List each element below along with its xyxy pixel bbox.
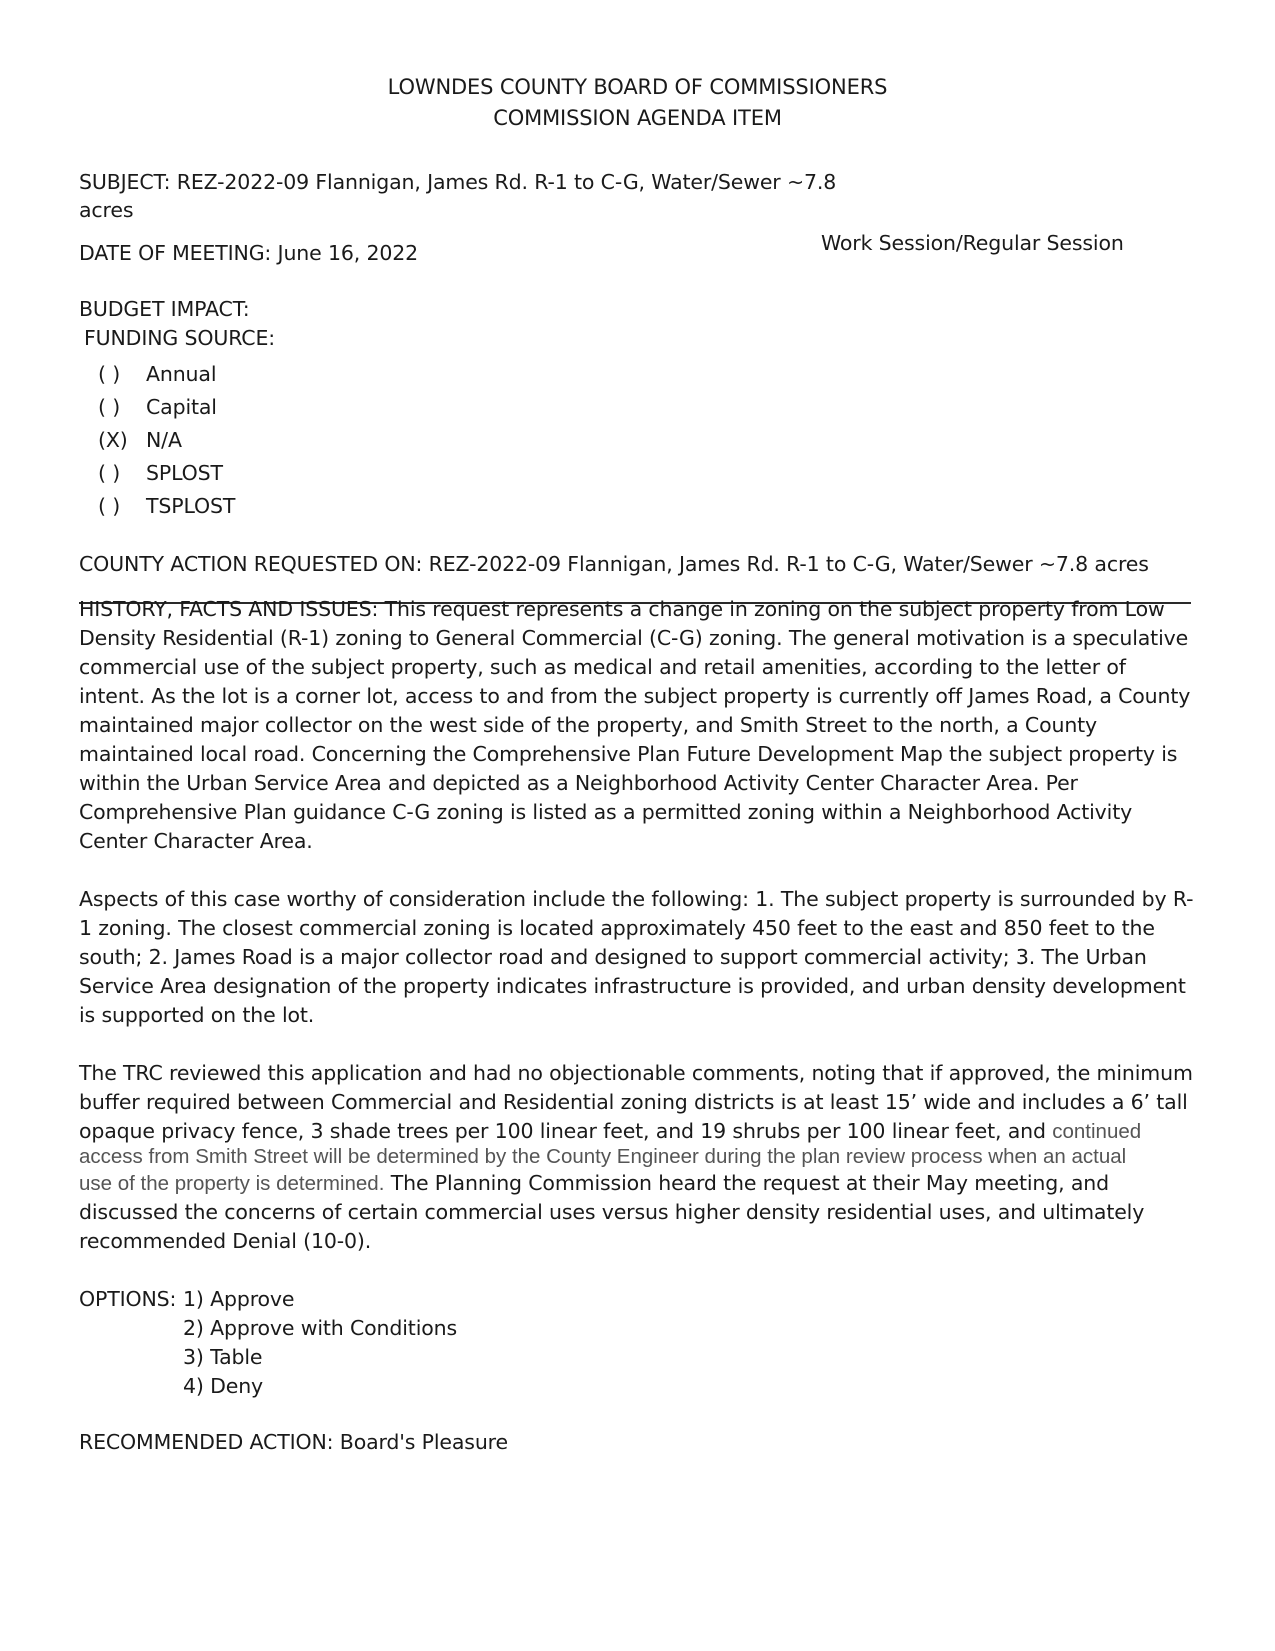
paragraph-line: Density Residential (R-1) zoning to General Commercial (C-G) zoning. The general motivation is a speculative [79,626,1189,650]
paragraph-line: Service Area designation of the property indicates infrastructure is provided, and urban density development [79,974,1186,998]
recommended-action: RECOMMENDED ACTION: Board's Pleasure [79,1430,508,1454]
funding-option-checkbox: ( ) [98,362,121,386]
paragraph-line: within the Urban Service Area and depicted as a Neighborhood Activity Center Character Area. Per [79,771,1078,795]
paragraph-line: buffer required between Commercial and Residential zoning districts is at least 15’ wide and includes a 6’ tall [79,1090,1188,1114]
paragraph-line: discussed the concerns of certain commercial uses versus higher density residential uses, and ultimately [79,1200,1145,1224]
paragraph-line: maintained major collector on the west side of the property, and Smith Street to the north, a County [79,713,1098,737]
header-title: LOWNDES COUNTY BOARD OF COMMISSIONERS [387,75,888,99]
paragraph-text-gray: continued [1052,1120,1142,1143]
funding-option-label: TSPLOST [146,494,236,518]
paragraph-text: opaque privacy fence, 3 shade trees per 100 linear feet, and 19 shrubs per 100 linear feet, and [79,1119,1053,1143]
paragraph-line [79,1171,1109,1196]
funding-option-label: Annual [146,362,217,386]
paragraph-line: Aspects of this case worthy of consideration include the following: 1. The subject property is surrounded by R- [79,887,1194,911]
paragraph-line: The TRC reviewed this application and had no objectionable comments, noting that if approved, the minimum [79,1061,1193,1085]
paragraph-line-gray: access from Smith Street will be determined by the County Engineer during the plan review process when an actual [79,1145,1127,1168]
paragraph-line: maintained local road. Concerning the Comprehensive Plan Future Development Map the subject property is [79,742,1178,766]
funding-option-label: SPLOST [146,461,223,485]
funding-source-label: FUNDING SOURCE: [84,326,275,350]
meeting-date: DATE OF MEETING: June 16, 2022 [79,241,419,265]
paragraph-text-gray: use of the property is determined. [79,1172,385,1195]
county-action-requested: COUNTY ACTION REQUESTED ON: REZ-2022-09 Flannigan, James Rd. R-1 to C-G, Water/Sewer ~7.8 acres [79,552,1149,576]
paragraph-line: HISTORY, FACTS AND ISSUES: This request represents a change in zoning on the subject property from Low [79,597,1165,621]
paragraph-line [79,1119,1141,1144]
options-label: OPTIONS: [79,1287,177,1311]
paragraph-line: 1 zoning. The closest commercial zoning is located approximately 450 feet to the east and 850 feet to the [79,916,1155,940]
paragraph-text: The Planning Commission heard the request at their May meeting, and [384,1171,1109,1195]
paragraph-line: recommended Denial (10-0). [79,1229,372,1253]
paragraph-line: Center Character Area. [79,829,313,853]
option-item: 3) Table [183,1345,263,1369]
paragraph-line: intent. As the lot is a corner lot, access to and from the subject property is currently off James Road, a County [79,684,1191,708]
option-item: 1) Approve [183,1287,295,1311]
paragraph-line: commercial use of the subject property, such as medical and retail amenities, according to the letter of [79,655,1126,679]
header-subtitle: COMMISSION AGENDA ITEM [493,106,782,130]
paragraph-line: Comprehensive Plan guidance C-G zoning is listed as a permitted zoning within a Neighborhood Activity [79,800,1133,824]
subject-line-2: acres [79,198,134,222]
option-item: 2) Approve with Conditions [183,1316,458,1340]
option-item: 4) Deny [183,1374,264,1398]
funding-option-checkbox: ( ) [98,494,121,518]
funding-option-label: Capital [146,395,217,419]
paragraph-line: is supported on the lot. [79,1003,315,1027]
funding-option-label: N/A [146,428,182,452]
session-type: Work Session/Regular Session [821,231,1124,255]
subject-line-1: SUBJECT: REZ-2022-09 Flannigan, James Rd. R-1 to C-G, Water/Sewer ~7.8 [79,170,837,194]
funding-option-checkbox: (X) [98,428,128,452]
funding-option-checkbox: ( ) [98,395,121,419]
paragraph-line: south; 2. James Road is a major collector road and designed to support commercial activity; 3. The Urban [79,945,1147,969]
funding-option-checkbox: ( ) [98,461,121,485]
budget-impact-label: BUDGET IMPACT: [79,297,250,321]
